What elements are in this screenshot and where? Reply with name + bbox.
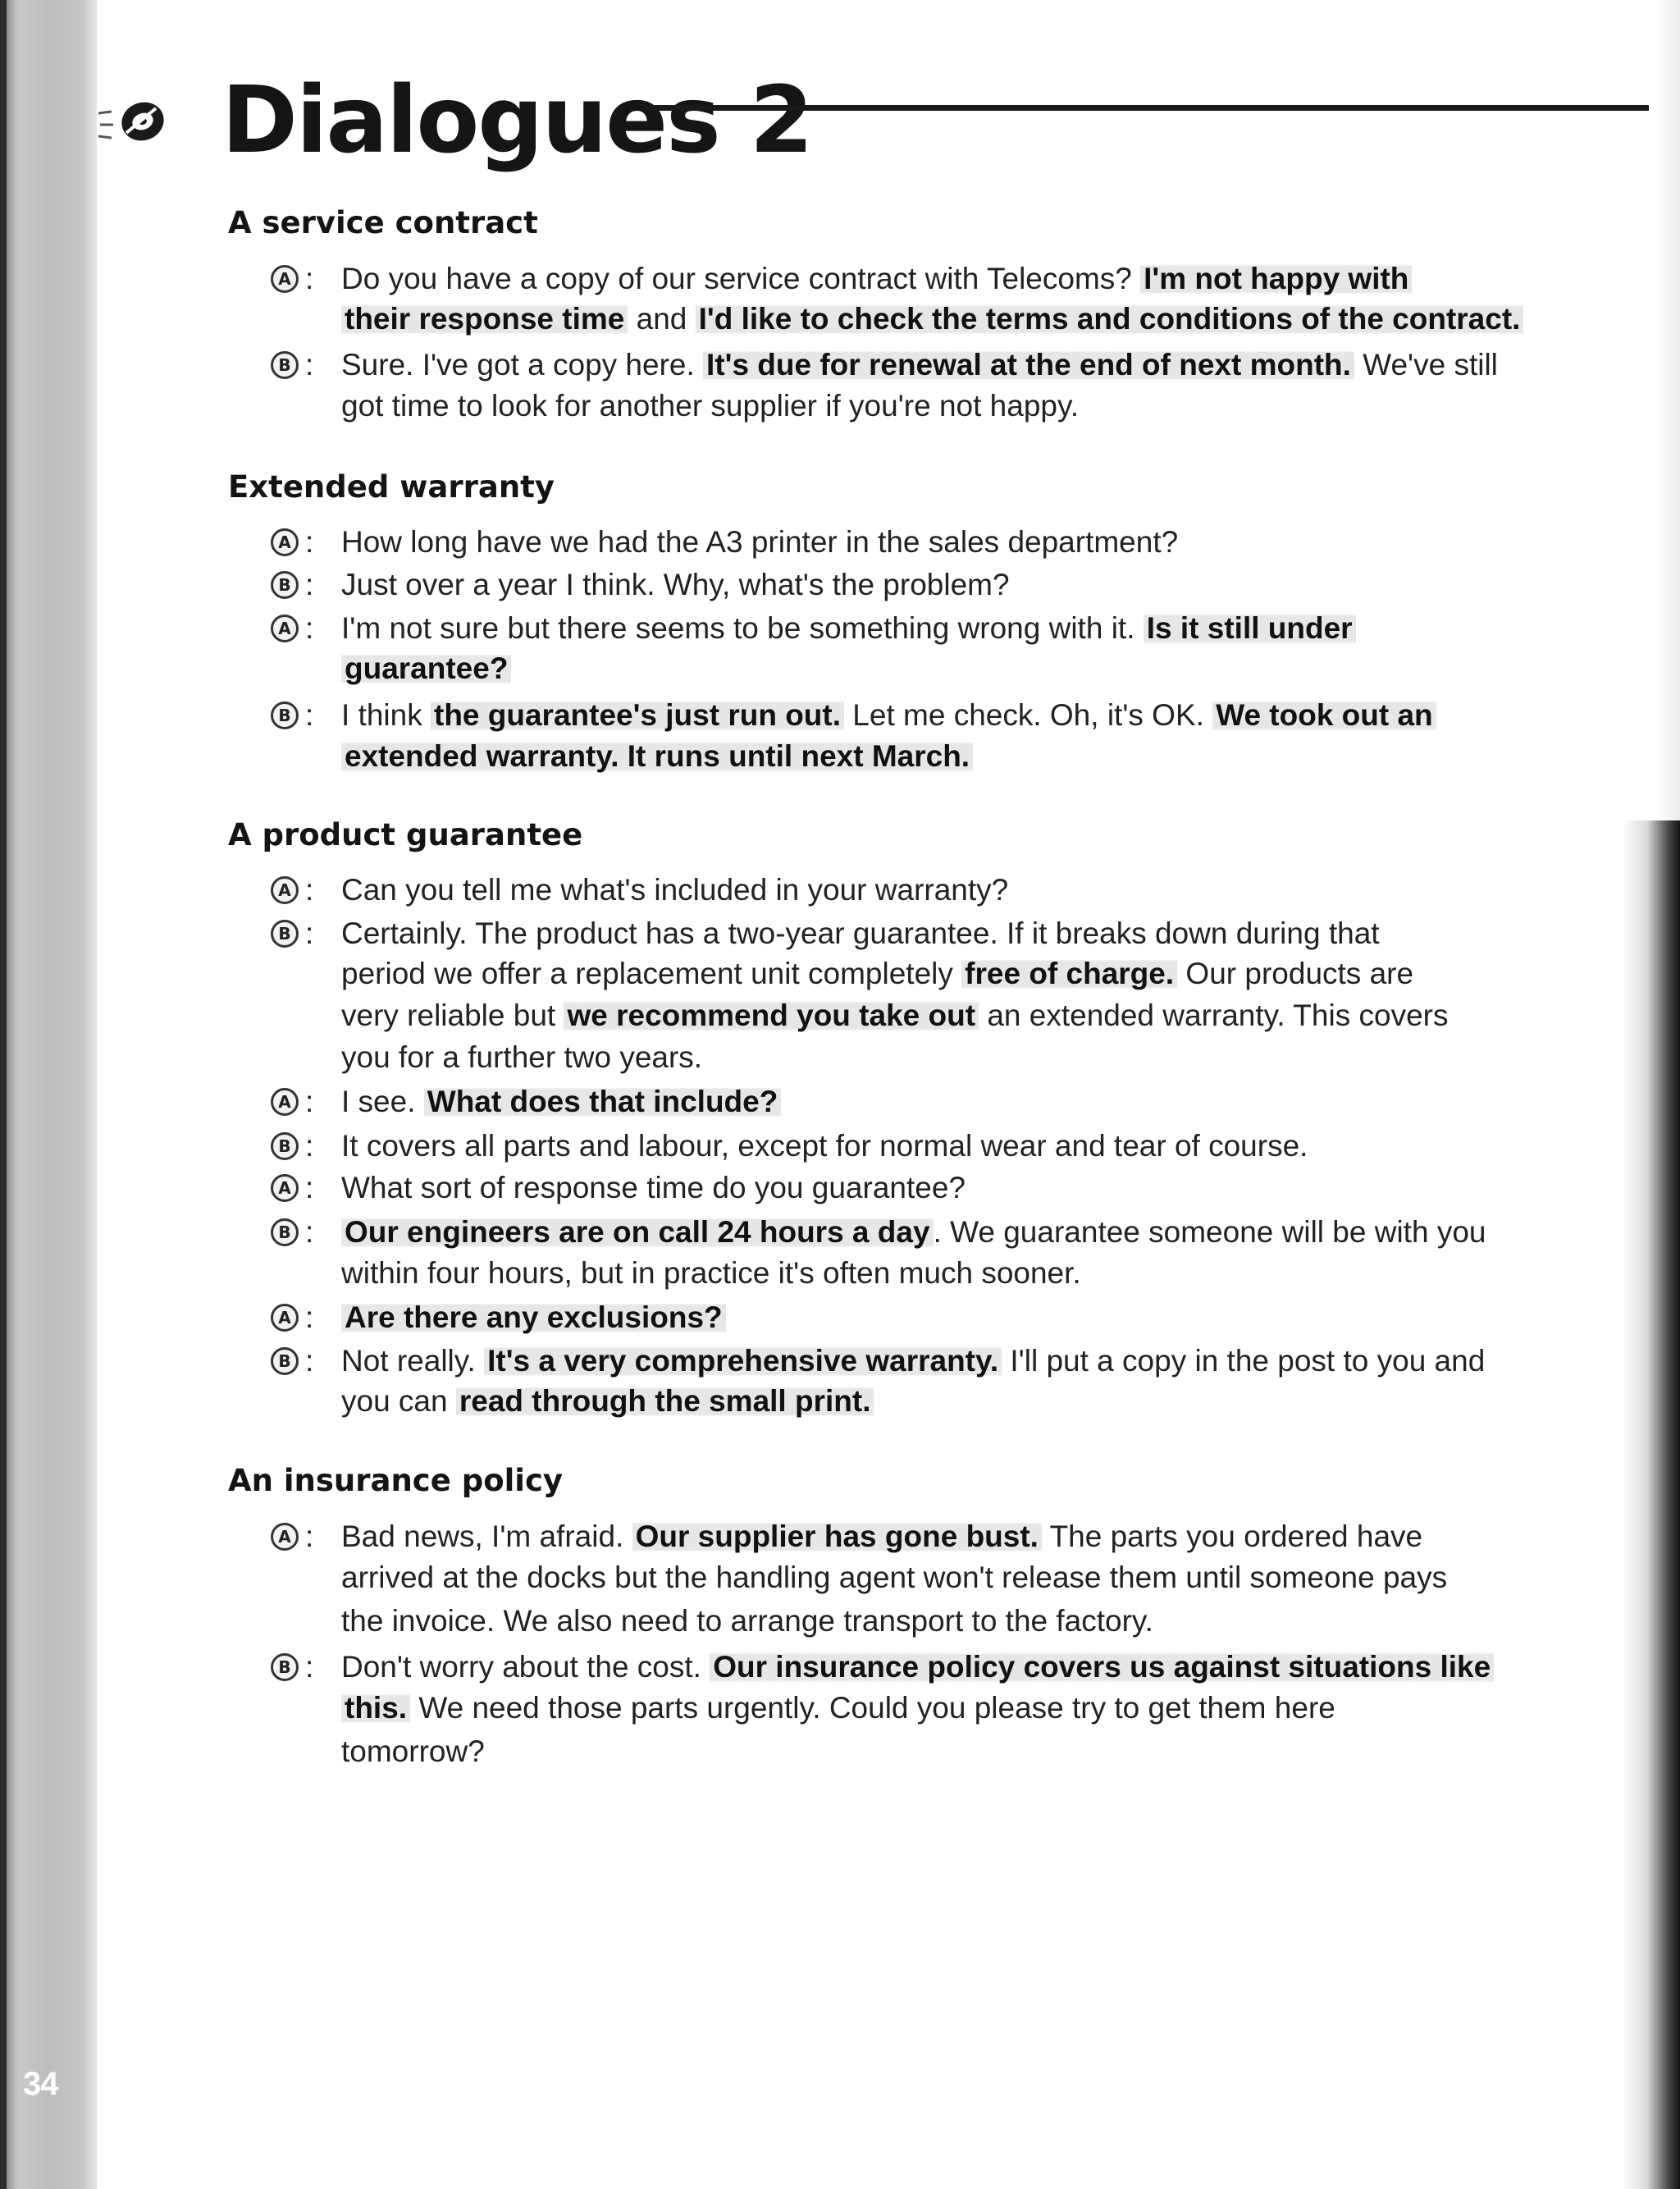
dialogue-line-text <box>341 258 1412 299</box>
dialogue-text: an extended warranty. This covers <box>979 999 1449 1032</box>
speaker-a-badge: A <box>271 528 299 556</box>
speaker-colon: : <box>305 1650 314 1684</box>
speaker-colon: : <box>305 1344 314 1378</box>
dialogue-text: How long have we had the A3 printer in the sales department? <box>341 525 1179 559</box>
dialogue-text: you can <box>341 1384 456 1418</box>
key-phrase: guarantee? <box>341 651 511 685</box>
dialogue-text: Can you tell me what's included in your warranty? <box>341 873 1009 907</box>
dialogue-text: It covers all parts and labour, except for normal wear and tear of course. <box>341 1129 1308 1163</box>
dialogue-line-text <box>341 695 1436 736</box>
dialogue-line-text <box>341 1168 966 1209</box>
dialogue-text: We've still <box>1354 348 1498 382</box>
dialogue-text: I see. <box>341 1085 424 1118</box>
dialogue-line-text <box>341 870 1008 911</box>
speaker-a-badge: A <box>271 615 299 642</box>
speaker-colon: : <box>305 1215 314 1249</box>
speaker-colon: : <box>305 262 314 295</box>
cd-disc-icon <box>120 100 166 143</box>
dialogue-line-text <box>341 1212 1486 1253</box>
dialogue-text: The parts you ordered have <box>1041 1520 1423 1553</box>
dialogue-continuation-line <box>341 953 1413 994</box>
dialogue-text: you for a further two years. <box>341 1040 703 1074</box>
page-scan-shadow <box>1623 820 1680 2189</box>
speaker-colon: : <box>305 916 314 950</box>
page-scan-shadow-top <box>1655 0 1680 820</box>
dialogue-text: Certainly. The product has a two-year guarantee. If it breaks down during that <box>341 916 1380 950</box>
speaker-colon: : <box>305 1171 314 1204</box>
dialogue-line-text <box>341 564 1010 606</box>
dialogue-line-text <box>341 1647 1494 1688</box>
dialogue-line-text <box>341 1126 1308 1167</box>
speaker-colon: : <box>305 1129 314 1163</box>
speaker-colon: : <box>305 1085 314 1118</box>
dialogue-text: Not really. <box>341 1344 485 1378</box>
dialogue-line-text <box>341 522 1178 563</box>
dialogue-line-text <box>341 608 1356 649</box>
section-heading: A service contract <box>228 205 538 240</box>
dialogue-text: got time to look for another supplier if you're not happy. <box>341 389 1080 423</box>
speaker-a-badge: A <box>271 876 299 904</box>
dialogue-line-text <box>341 1297 726 1338</box>
dialogue-text: arrived at the docks but the handling agent won't release them until someone pays <box>341 1561 1448 1594</box>
dialogue-line-text <box>341 1516 1422 1557</box>
speaker-colon: : <box>305 348 314 382</box>
dialogue-text: Bad news, I'm afraid. <box>341 1520 632 1553</box>
dialogue-continuation-line <box>341 995 1448 1036</box>
speaker-colon: : <box>305 568 314 601</box>
speaker-a-badge: A <box>271 1523 299 1551</box>
dialogue-text: Our products are <box>1177 957 1414 990</box>
dialogue-text: Do you have a copy of our service contract with Telecoms? <box>341 262 1141 295</box>
dialogue-text: I'll put a copy in the post to you and <box>1002 1344 1486 1378</box>
key-phrase: Our supplier has gone bust. <box>632 1520 1042 1553</box>
section-heading: An insurance policy <box>228 1463 564 1498</box>
speaker-colon: : <box>305 611 314 645</box>
speaker-colon: : <box>305 873 314 907</box>
speaker-a-badge: A <box>271 1174 299 1202</box>
dialogue-line-text <box>341 1081 781 1122</box>
speaker-colon: : <box>305 525 314 559</box>
key-phrase: we recommend you take out <box>564 999 979 1032</box>
speaker-b-badge: B <box>271 701 299 729</box>
speaker-b-badge: B <box>271 571 299 599</box>
dialogue-text: within four hours, but in practice it's often much sooner. <box>341 1256 1081 1290</box>
page-title: Dialogues 2 <box>221 67 812 174</box>
key-phrase: this. <box>341 1691 410 1725</box>
dialogue-continuation-line <box>341 1557 1447 1598</box>
dialogue-text: tomorrow? <box>341 1734 485 1768</box>
dialogue-continuation-line <box>341 386 1079 427</box>
speaker-b-badge: B <box>271 920 299 948</box>
key-phrase: the guarantee's just run out. <box>431 698 844 732</box>
key-phrase: It's due for renewal at the end of next month. <box>703 348 1354 382</box>
key-phrase: free of charge. <box>961 957 1177 990</box>
speaker-b-badge: B <box>271 1132 299 1160</box>
dialogue-line-text <box>341 1341 1485 1382</box>
speaker-a-badge: A <box>271 265 299 293</box>
dialogue-text: Just over a year I think. Why, what's the problem? <box>341 568 1010 601</box>
dialogue-text: very reliable but <box>341 999 564 1032</box>
dialogue-continuation-line <box>341 299 1523 340</box>
speaker-colon: : <box>305 1300 314 1334</box>
speaker-colon: : <box>305 698 314 732</box>
key-phrase: Are there any exclusions? <box>341 1300 726 1334</box>
key-phrase: What does that include? <box>424 1085 782 1118</box>
speaker-b-badge: B <box>271 351 299 379</box>
speaker-a-badge: A <box>271 1304 299 1332</box>
page-binding-edge <box>0 0 97 2189</box>
dialogue-continuation-line <box>341 1731 485 1772</box>
key-phrase: read through the small print. <box>456 1384 874 1418</box>
speaker-colon: : <box>305 1520 314 1553</box>
key-phrase: Our engineers are on call 24 hours a day <box>341 1215 934 1249</box>
dialogue-continuation-line <box>341 648 511 689</box>
key-phrase: We took out an <box>1212 698 1436 732</box>
dialogue-continuation-line <box>341 1688 1335 1729</box>
section-heading: A product guarantee <box>228 817 583 852</box>
key-phrase: extended warranty. It runs until next March. <box>341 739 973 773</box>
dialogue-line-text <box>341 345 1498 386</box>
dialogue-continuation-line <box>341 736 973 777</box>
speaker-b-badge: B <box>271 1653 299 1681</box>
title-underline <box>648 105 1649 111</box>
key-phrase: Is it still under <box>1144 611 1356 645</box>
dialogue-text: Let me check. Oh, it's OK. <box>844 698 1213 732</box>
dialogue-text: Sure. I've got a copy here. <box>341 348 704 382</box>
dialogue-text: . We guarantee someone will be with you <box>933 1215 1486 1249</box>
key-phrase: It's a very comprehensive warranty. <box>484 1344 1002 1378</box>
dialogue-continuation-line <box>341 1253 1081 1294</box>
dialogue-text: I think <box>341 698 431 732</box>
dialogue-continuation-line <box>341 1037 702 1078</box>
section-heading: Extended warranty <box>228 469 555 505</box>
key-phrase: Our insurance policy covers us against situations like <box>710 1650 1494 1684</box>
dialogue-continuation-line <box>341 1381 874 1422</box>
dialogue-text: the invoice. We also need to arrange transport to the factory. <box>341 1604 1153 1638</box>
dialogue-text: I'm not sure but there seems to be something wrong with it. <box>341 611 1144 645</box>
dialogue-text: We need those parts urgently. Could you please try to get them here <box>410 1691 1335 1725</box>
key-phrase: their response time <box>341 302 628 336</box>
dash-decoration-icon <box>97 108 115 141</box>
key-phrase: I'd like to check the terms and conditions of the contract. <box>696 302 1524 336</box>
dialogue-text: period we offer a replacement unit completely <box>341 957 962 990</box>
dialogue-text: Don't worry about the cost. <box>341 1650 710 1684</box>
key-phrase: I'm not happy with <box>1140 262 1412 295</box>
dialogue-text: and <box>628 302 696 336</box>
dialogue-text: What sort of response time do you guarantee? <box>341 1171 966 1204</box>
dialogue-continuation-line <box>341 1601 1153 1642</box>
speaker-a-badge: A <box>271 1088 299 1116</box>
speaker-b-badge: B <box>271 1218 299 1246</box>
speaker-b-badge: B <box>271 1347 299 1375</box>
page-number: 34 <box>23 2066 58 2102</box>
dialogue-line-text <box>341 913 1380 954</box>
